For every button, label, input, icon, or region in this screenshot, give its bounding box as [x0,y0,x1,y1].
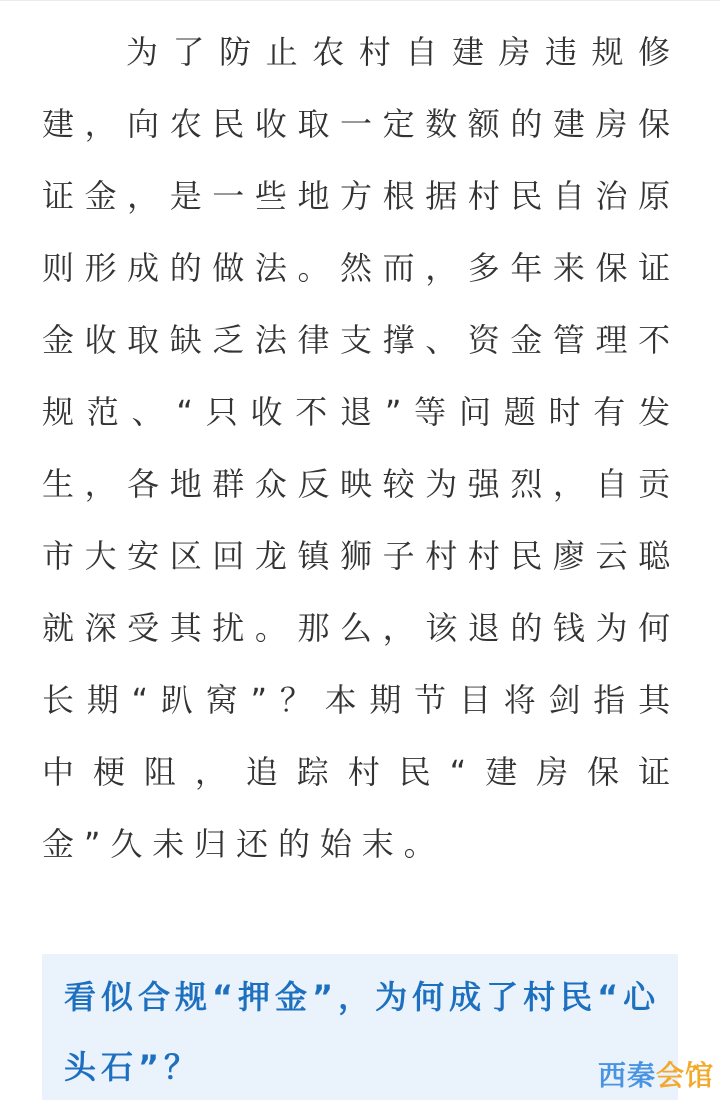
subheading-box [42,954,678,1100]
watermark-part2: 会馆 [655,1059,714,1092]
article-paragraph: 为了防止农村自建房违规修建，向农民收取一定数额的建房保证金，是一些地方根据村民自治原则形成的做法。然而，多年来保证金收取缺乏法律支撑、资金管理不规范、“只收不退”等问题时有发生，各地群众反映较为强烈，自贡市大安区回龙镇狮子村村民廖云聪就深受其扰。那么，该退的钱为何长期“趴窝”？本期节目将剑指其中梗阻，追踪村民“建房保证金”久未归还的始末。 [42,33,680,863]
watermark-part1: 西秦 [597,1059,656,1092]
subheading-text: 看似合规“押金”，为何成了村民“心头石”？ [64,978,661,1086]
top-divider [0,0,720,1]
watermark-logo [598,1054,714,1094]
